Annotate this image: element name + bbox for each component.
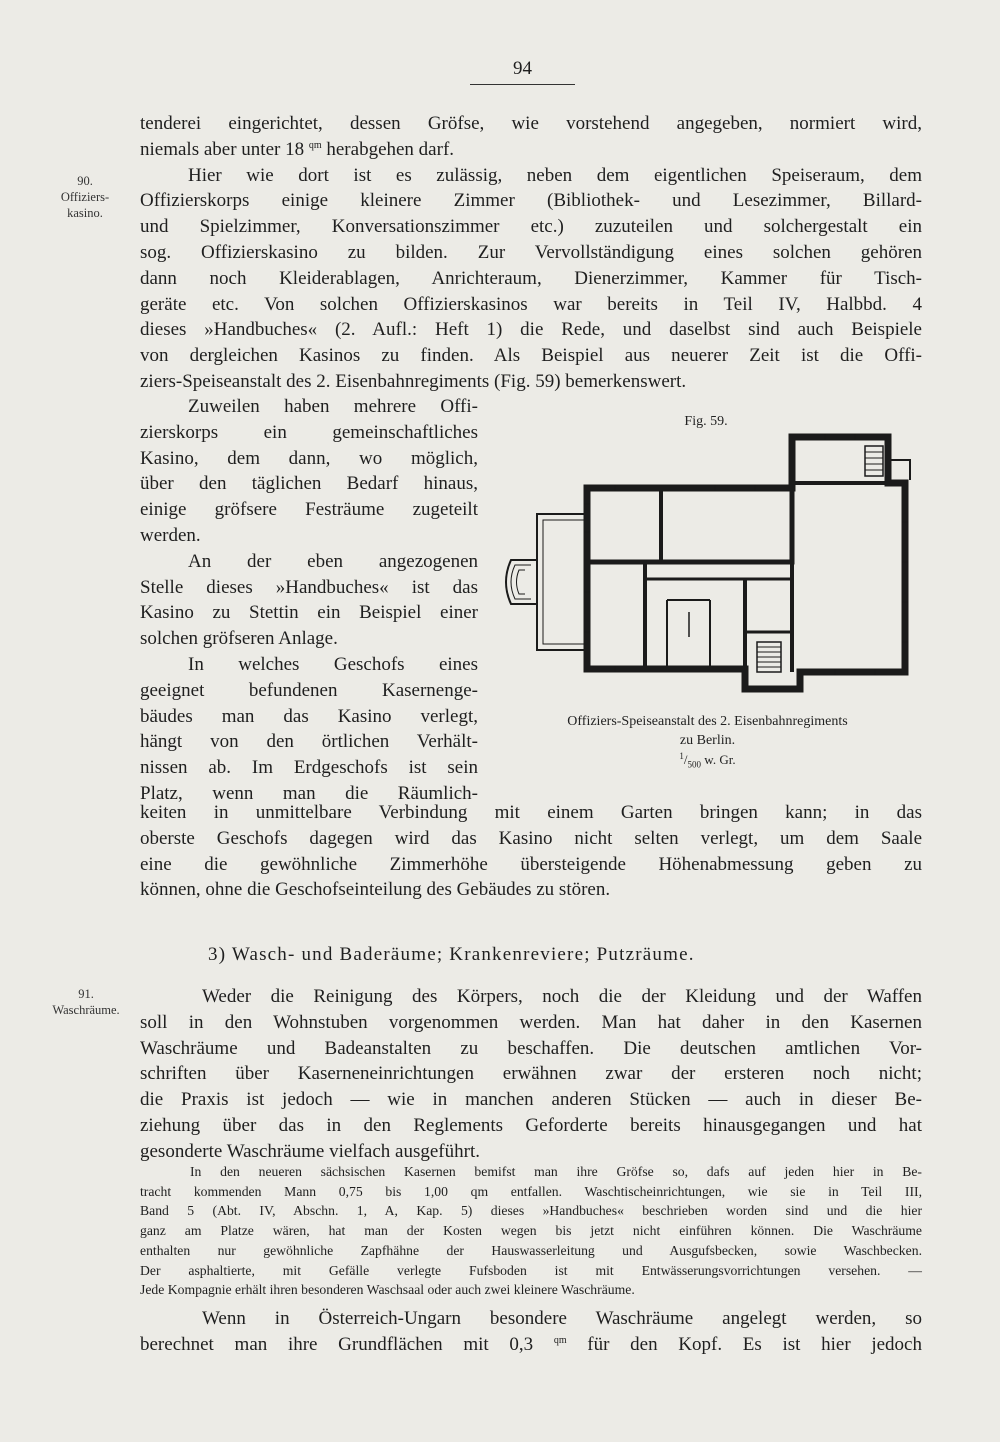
text-line: bäudes man das Kasino verlegt, <box>140 705 478 727</box>
text-line: werden. <box>140 524 201 546</box>
sidenote-number: 91. <box>78 987 94 1001</box>
caption-line: Offiziers-Speiseanstalt des 2. Eisenbahnregiments <box>567 714 848 729</box>
text-line: niemals aber unter 18 $^{qm}$ herabgehen darf. <box>140 138 455 160</box>
paragraph-continuation <box>140 800 922 903</box>
text-line: Stelle dieses »Handbuches« ist das <box>140 576 478 598</box>
text-line: und Spielzimmer, Konversationszimmer etc.) zuzuteilen und solchergestalt ein <box>140 216 922 238</box>
text-line: Kasino, dem dann, wo möglich, <box>140 447 478 469</box>
text-line: ziehung über das in den Reglements Geforderte bereits hinausgegangen und hat <box>140 1114 922 1136</box>
text-line: zierskorps ein gemeinschaftliches <box>140 421 478 443</box>
text-line: sog. Offizierskasino zu bilden. Zur Vervollständigung eines solchen gehören <box>140 241 922 263</box>
sidenote-line: kasino. <box>67 206 103 220</box>
text-line: einige gröfsere Festräume zugeteilt <box>140 499 478 521</box>
caption-line: zu Berlin. <box>679 733 736 748</box>
text-line: Waschräume und Badeanstalten zu beschaffen. Die deutschen amtlichen Vor- <box>140 1037 922 1059</box>
text-line: keiten in unmittelbare Verbindung mit einem Garten bringen kann; in das <box>140 802 922 823</box>
text-line: Kasino zu Stettin ein Beispiel einer <box>140 602 478 624</box>
text-line: Jede Kompagnie erhält ihren besonderen Waschsaal oder auch zwei kleinere Waschräume. <box>140 1282 635 1298</box>
sidenote-offizierskasino <box>40 173 130 221</box>
text-line: ziers-Speiseanstalt des 2. Eisenbahnregiments (Fig. 59) bemerkenswert. <box>140 370 687 392</box>
text-line: die Praxis ist jedoch — wie in manchen anderen Stücken — auch in dieser Be- <box>140 1089 922 1111</box>
text-line: tracht kommenden Mann 0,75 bis 1,00 qm entfallen. Waschtischeinrichtungen, wie sie in Teil III, <box>140 1183 922 1199</box>
text-line: solchen gröfseren Anlage. <box>140 628 338 650</box>
figure-label: Fig. 59. <box>684 414 728 429</box>
text-line: von dergleichen Kasinos zu finden. Als Beispiel aus neuerer Zeit ist die Offi- <box>140 345 922 367</box>
floor-plan-figure <box>495 432 920 704</box>
sidenote-waschraeume <box>36 986 136 1018</box>
paragraph-waschraeume <box>140 984 922 1165</box>
text-line: In den neueren sächsischen Kasernen bemifst man ihre Gröfse so, dafs auf jeden hier in Be- <box>190 1164 922 1179</box>
footnote-small-print <box>140 1162 922 1300</box>
text-line: enthalten nur gewöhnliche Zapfhähne der Hauswasserleitung und Ausgufsbecken, sowie Waschbecken. <box>140 1242 922 1258</box>
text-line: schriften über Kaserneneinrichtungen erwähnen zwar der ersteren noch nicht; <box>140 1063 922 1085</box>
text-line: Platz, wenn man die Räumlich- <box>140 782 478 804</box>
paragraph-left-column <box>140 394 478 807</box>
figure-scale: $^1/_{500}$ w. Gr. <box>679 751 736 770</box>
text-line: hängt von den örtlichen Verhält- <box>140 731 478 753</box>
text-line: dieses »Handbuches« (2. Aufl.: Heft 1) die Rede, und daselbst sind auch Beispiele <box>140 319 922 341</box>
text-line: soll in den Wohnstuben vorgenommen werden. Man hat daher in den Kasernen <box>140 1011 922 1033</box>
text-line: über den täglichen Bedarf hinaus, <box>140 473 478 495</box>
text-line: dann noch Kleiderablagen, Anrichteraum, Dienerzimmer, Kammer für Tisch- <box>140 267 922 289</box>
text-line: Band 5 (Abt. IV, Abschn. 1, A, Kap. 5) dieses »Handbuches« beschrieben worden sind und die hier <box>140 1203 922 1219</box>
page-number: 94 <box>470 58 575 85</box>
text-line: In welches Geschofs eines <box>188 653 478 675</box>
text-line: gesonderte Waschräume vielfach ausgeführt. <box>140 1140 480 1162</box>
text-line: tenderei eingerichtet, dessen Gröfse, wie vorstehend angegeben, normiert wird, <box>140 113 922 134</box>
text-line: oberste Geschofs dagegen wird das Kasino nicht selten verlegt, um dem Saale <box>140 827 922 849</box>
text-line: Der asphaltierte, mit Gefälle verlegte Fufsboden ist mit Entwässerungsvorrichtungen versehen. — <box>140 1262 922 1278</box>
text-line: können, ohne die Geschofseinteilung des Gebäudes zu stören. <box>140 879 611 901</box>
stair-upper <box>865 446 883 476</box>
figure-caption <box>505 712 910 775</box>
terrace <box>537 514 587 650</box>
text-line: berechnet man ihre Grundflächen mit 0,3 $^{qm}$ für den Kopf. Es ist hier jedoch <box>140 1333 922 1355</box>
paragraph-top <box>140 111 922 395</box>
text-line: geräte etc. Von solchen Offizierskasinos war bereits in Teil IV, Halbbd. 4 <box>140 293 922 315</box>
text-line: ganz am Platze wären, hat man der Kosten wegen bis jetzt nicht einführen können. Die Waschräume <box>140 1223 922 1239</box>
interior-wall <box>587 488 792 562</box>
sidenote-line: Waschräume. <box>52 1003 120 1017</box>
sidenote-line: Offiziers- <box>60 190 110 204</box>
text-line: nissen ab. Im Erdgeschofs ist sein <box>140 757 478 779</box>
text-line: Zuweilen haben mehrere Offi- <box>188 396 478 417</box>
paragraph-oesterreich <box>140 1306 922 1358</box>
text-line: Weder die Reinigung des Körpers, noch die der Kleidung und der Waffen <box>202 986 922 1007</box>
section-heading: 3) Wasch- und Baderäume; Krankenreviere; Putzräume. <box>208 944 695 965</box>
text-line: eine die gewöhnliche Zimmerhöhe übersteigende Höhenabmessung geben zu <box>140 853 922 875</box>
text-line: Offizierskorps einige kleinere Zimmer (Bibliothek- und Lesezimmer, Billard- <box>140 190 922 212</box>
sidenote-number: 90. <box>77 174 93 188</box>
text-line: Hier wie dort ist es zulässig, neben dem eigentlichen Speiseraum, dem <box>188 164 922 186</box>
text-line: An der eben angezogenen <box>188 550 478 572</box>
text-line: Wenn in Österreich-Ungarn besondere Waschräume angelegt werden, so <box>202 1308 922 1329</box>
text-line: geeignet befundenen Kasernenge- <box>140 679 478 701</box>
